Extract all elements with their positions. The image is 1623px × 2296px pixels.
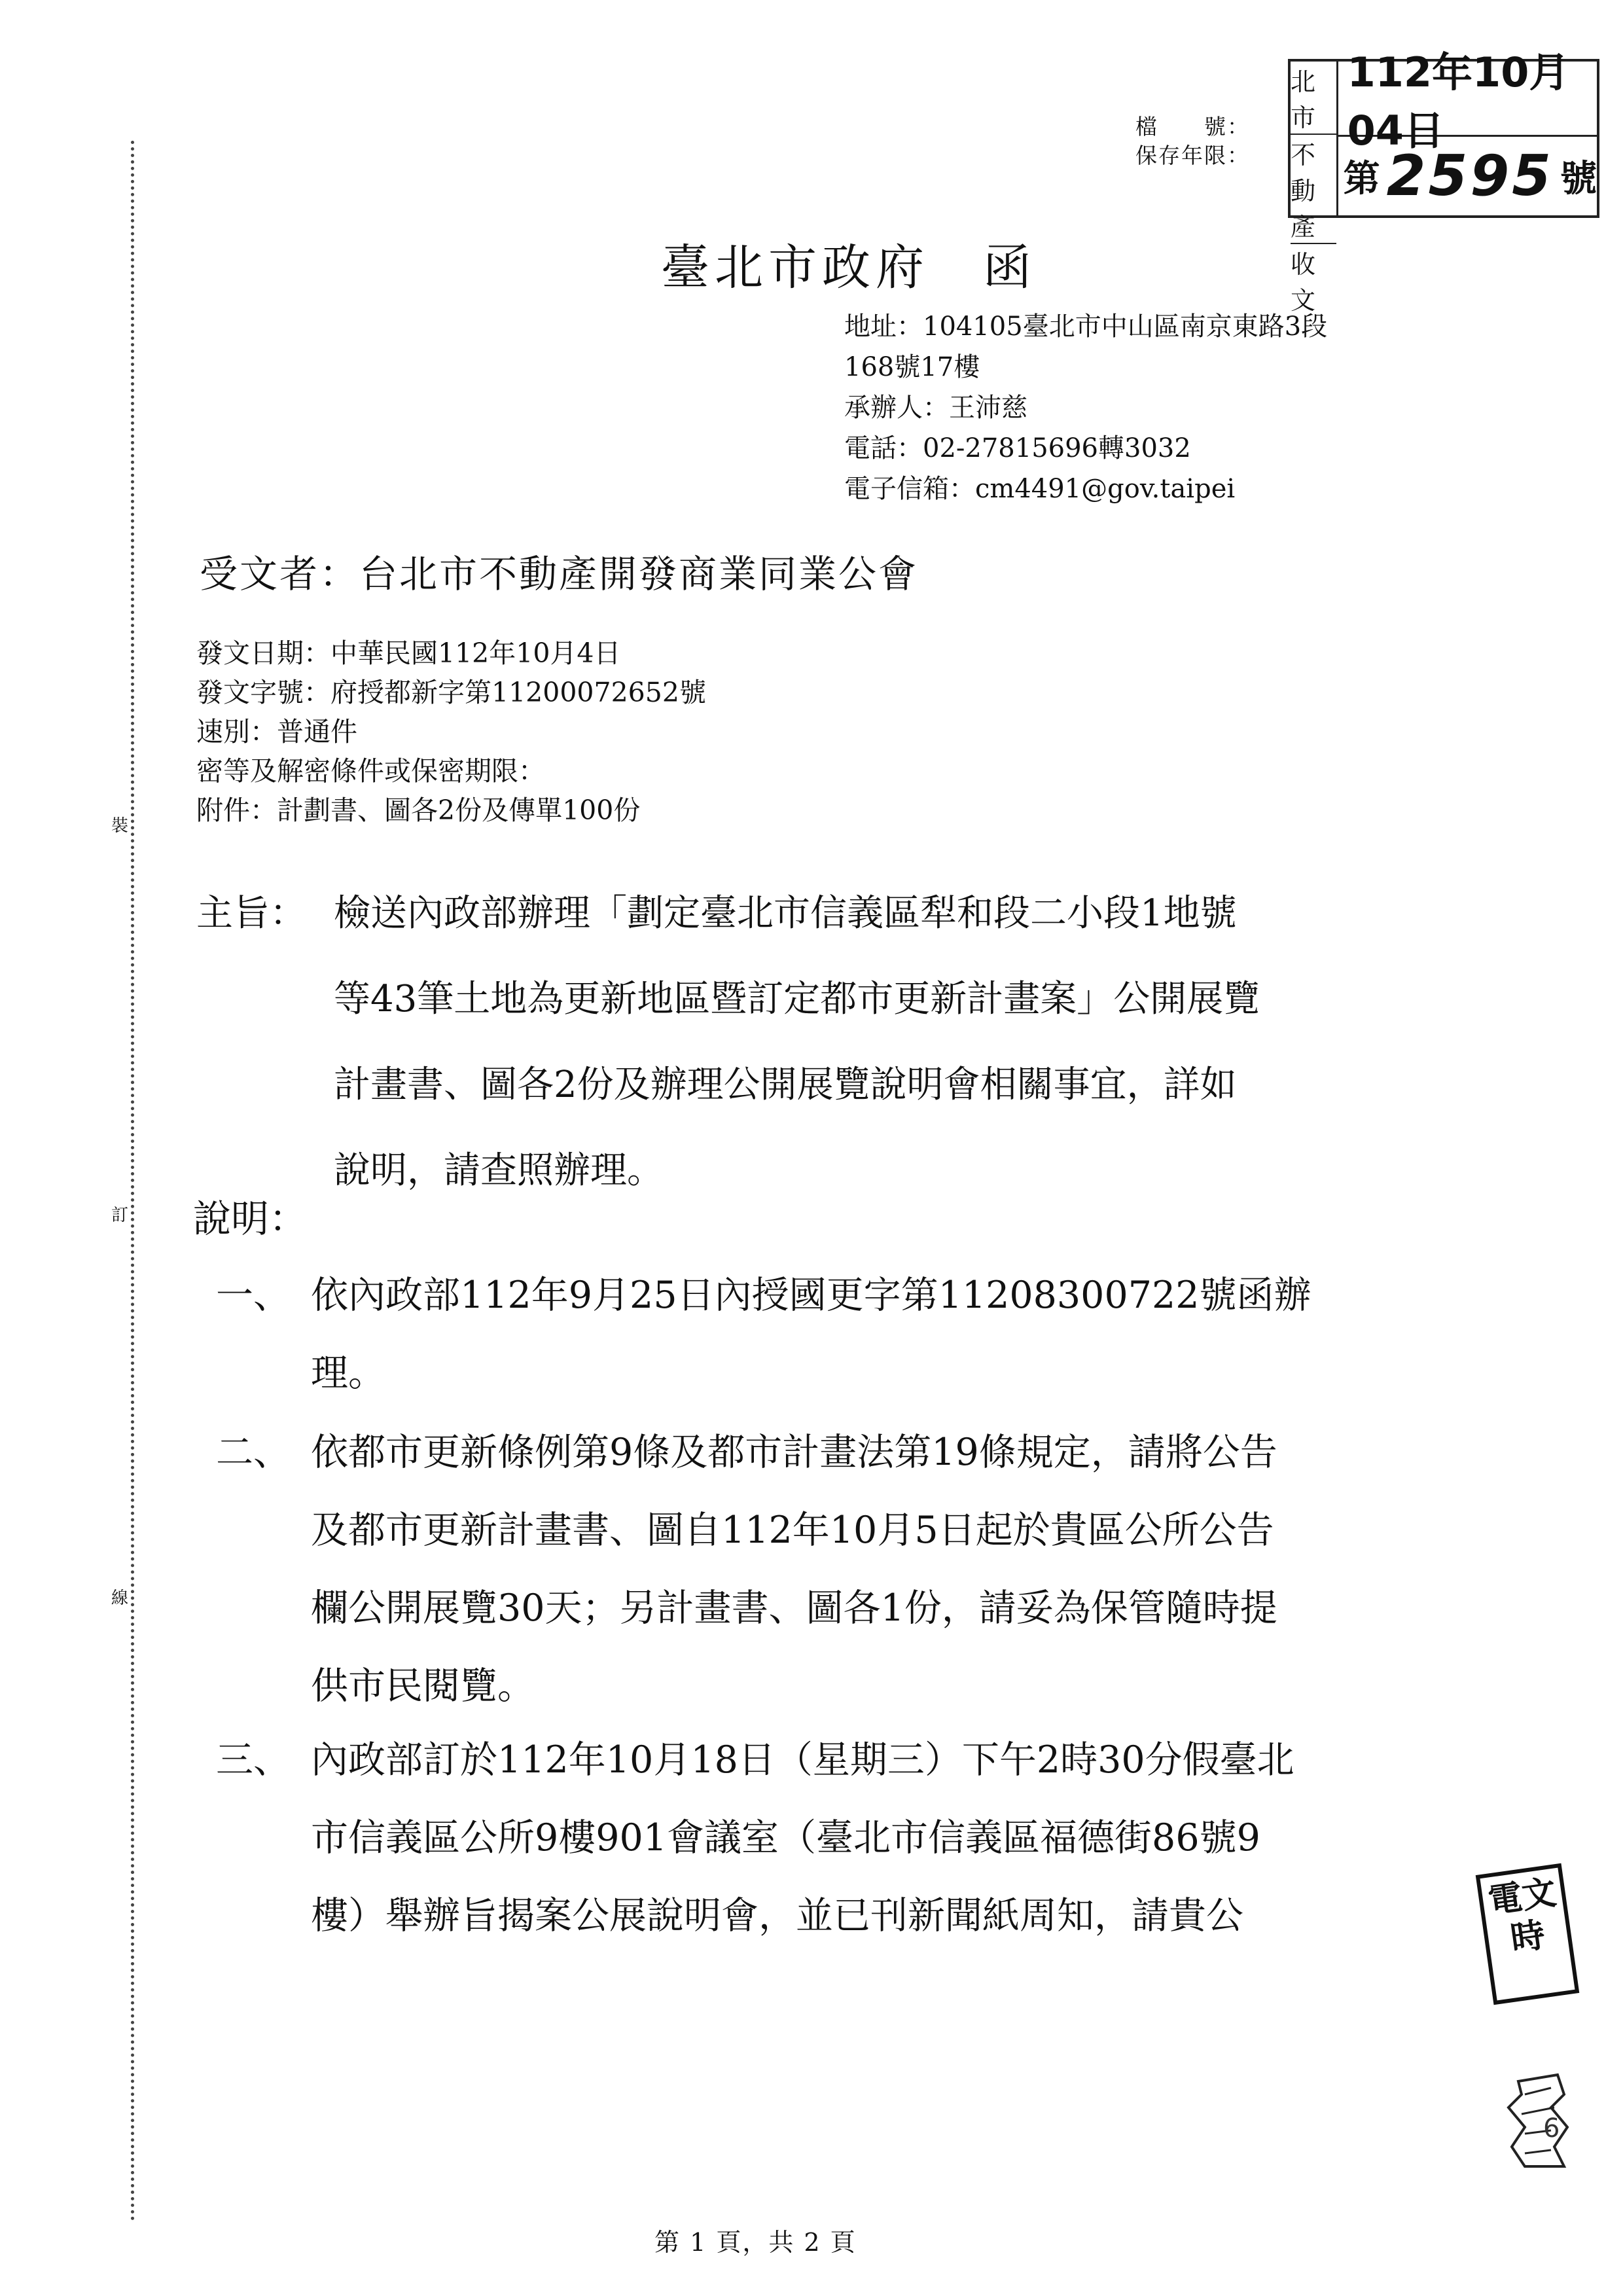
issue-date: 發文日期：中華民國112年10月4日 bbox=[196, 637, 621, 669]
subject-line: 檢送內政部辦理「劃定臺北市信義區犁和段二小段1地號 bbox=[334, 892, 1237, 935]
item-number: 一、 bbox=[216, 1274, 291, 1317]
item-line: 供市民閱覽。 bbox=[311, 1664, 535, 1708]
file-info bbox=[1135, 113, 1250, 170]
secrecy-level: 密等及解密條件或保密期限： bbox=[196, 755, 545, 787]
recipient: 受文者：台北市不動產開發商業同業公會 bbox=[200, 552, 919, 596]
address-line-2: 168號17樓 bbox=[844, 352, 980, 382]
item-line: 樓）舉辦旨揭案公展說明會，並已刊新聞紙周知，請貴公 bbox=[311, 1894, 1243, 1937]
receipt-number-suffix: 號 bbox=[1560, 158, 1597, 200]
explanation-item-3 bbox=[216, 1721, 1433, 1955]
item-line: 理。 bbox=[311, 1352, 385, 1395]
handler: 承辦人：王沛慈 bbox=[844, 393, 1027, 423]
receipt-date: 112年10月04日 bbox=[1338, 62, 1597, 137]
address-line-1: 地址：104105臺北市中山區南京東路3段 bbox=[844, 312, 1328, 342]
receipt-stamp bbox=[1288, 48, 1599, 315]
receipt-agency bbox=[1291, 62, 1338, 315]
document-number: 發文字號：府授都新字第11200072652號 bbox=[196, 677, 706, 708]
receipt-number-value: 2595 bbox=[1386, 143, 1554, 209]
item-line: 市信義區公所9樓901會議室（臺北市信義區福德街86號9 bbox=[311, 1816, 1260, 1859]
contact-block bbox=[844, 306, 1327, 509]
binding-mark-zhuang: 裝 bbox=[111, 808, 128, 840]
receipt-number bbox=[1338, 137, 1597, 215]
file-number-label: 檔 號： bbox=[1135, 114, 1250, 139]
item-line: 內政部訂於112年10月18日（星期三）下午2時30分假臺北 bbox=[311, 1738, 1294, 1782]
electronic-document-stamp: 電文時 bbox=[1476, 1863, 1580, 2005]
page-number: 第 1 頁，共 2 頁 bbox=[654, 2228, 857, 2257]
subject-line: 說明，請查照辦理。 bbox=[334, 1149, 664, 1192]
subject-section bbox=[196, 870, 1440, 1213]
binding-mark-ding: 訂 bbox=[111, 1198, 128, 1230]
receipt-agency-line: 北市 bbox=[1291, 62, 1336, 135]
phone: 電話：02-27815696轉3032 bbox=[844, 433, 1191, 463]
attachments: 附件：計劃書、圖各2份及傳單100份 bbox=[196, 795, 641, 826]
receipt-number-prefix: 第 bbox=[1343, 158, 1380, 200]
document-title: 臺北市政府 函 bbox=[661, 240, 1037, 296]
explanation-item-2 bbox=[216, 1414, 1433, 1725]
explanation-label: 說明： bbox=[193, 1196, 308, 1241]
retention-period-label: 保存年限： bbox=[1135, 143, 1250, 168]
page-seal-number: 6 bbox=[1543, 2113, 1560, 2144]
page-seal-icon bbox=[1505, 2068, 1571, 2173]
subject-label: 主旨： bbox=[196, 892, 306, 935]
item-line: 依內政部112年9月25日內授國更字第11208300722號函辦 bbox=[311, 1274, 1311, 1317]
email: 電子信箱：cm4491@gov.taipei bbox=[844, 474, 1236, 504]
binding-mark-xian: 線 bbox=[111, 1581, 128, 1613]
receipt-agency-line: 不動產 bbox=[1291, 135, 1336, 244]
explanation-item-1 bbox=[216, 1257, 1433, 1412]
receipt-agency-line: 收文 bbox=[1291, 250, 1316, 315]
item-line: 及都市更新計畫書、圖自112年10月5日起於貴區公所公告 bbox=[311, 1509, 1274, 1552]
item-number: 二、 bbox=[216, 1431, 291, 1474]
subject-line: 等43筆土地為更新地區暨訂定都市更新計畫案」公開展覽 bbox=[334, 978, 1260, 1020]
speed-level: 速別：普通件 bbox=[196, 716, 357, 747]
item-number: 三、 bbox=[216, 1738, 291, 1782]
subject-line: 計畫書、圖各2份及辦理公開展覽說明會相關事宜，詳如 bbox=[334, 1064, 1237, 1106]
item-line: 欄公開展覽30天；另計畫書、圖各1份，請妥為保管隨時提 bbox=[311, 1587, 1277, 1630]
item-line: 依都市更新條例第9條及都市計畫法第19條規定，請將公告 bbox=[311, 1431, 1277, 1474]
meta-block bbox=[196, 634, 706, 830]
binding-dotted-line bbox=[131, 141, 134, 2222]
